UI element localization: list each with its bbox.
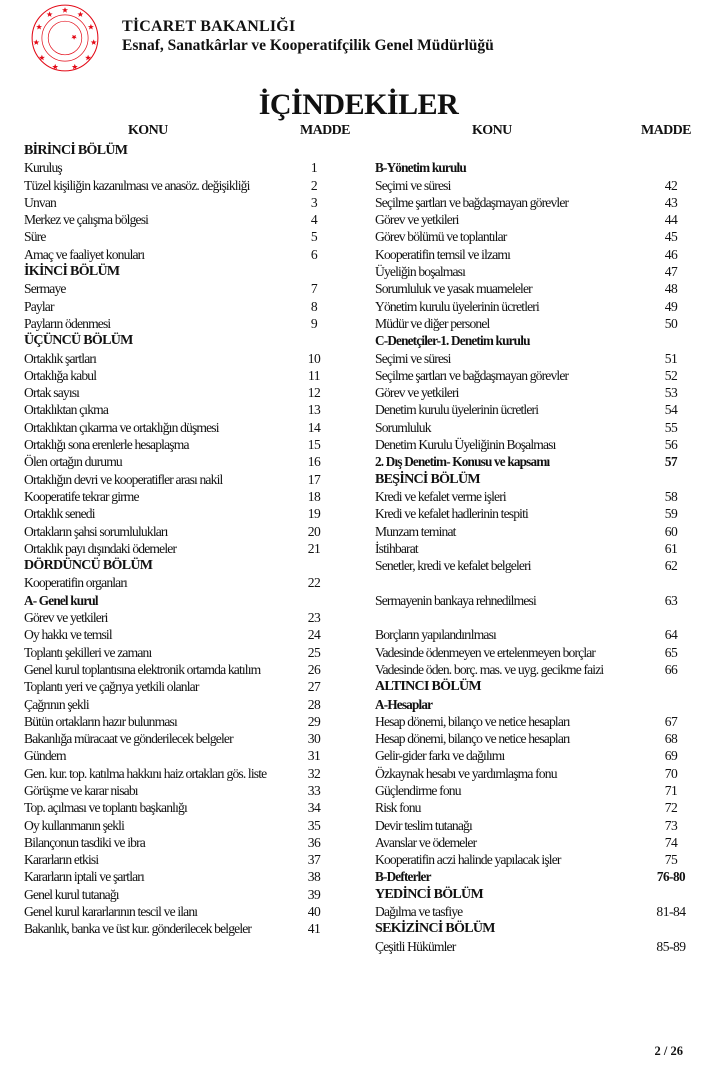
toc-entry-title: Ortaklığın devri ve kooperatifler arası nakil xyxy=(24,471,223,487)
toc-entry-title: 2. Dış Denetim- Konusu ve kapsamı xyxy=(375,454,550,470)
toc-entry-title: Devir teslim tutanağı xyxy=(375,817,472,833)
toc-entry-article-number: 73 xyxy=(664,817,678,833)
toc-entry[interactable] xyxy=(375,903,705,920)
toc-entry[interactable] xyxy=(24,730,334,747)
toc-entry-article-number: 67 xyxy=(664,713,678,729)
toc-entry[interactable] xyxy=(24,488,334,505)
toc-entry[interactable] xyxy=(24,246,334,263)
toc-entry[interactable] xyxy=(24,315,334,332)
toc-entry-title: Görev ve yetkileri xyxy=(375,385,459,401)
toc-entry-title: Seçimi ve süresi xyxy=(375,177,451,193)
toc-entry[interactable] xyxy=(375,782,705,799)
toc-entry-title: Ortaklıktan çıkma xyxy=(24,402,109,418)
toc-entry[interactable] xyxy=(24,159,334,176)
toc-entry-title: C-Denetçiler-1. Denetim kurulu xyxy=(375,333,530,349)
toc-entry-article-number: 33 xyxy=(307,782,321,798)
toc-entry-article-number: 41 xyxy=(307,921,321,937)
left-article-header: MADDE xyxy=(300,123,350,138)
toc-entry-title: DÖRDÜNCÜ BÖLÜM xyxy=(24,558,153,574)
toc-entry-article-number: 58 xyxy=(664,488,678,504)
toc-entry-article-number: 81-84 xyxy=(656,904,686,920)
toc-entry-article-number: 4 xyxy=(310,212,318,228)
toc-section-heading[interactable] xyxy=(24,142,334,159)
toc-entry[interactable] xyxy=(375,661,705,678)
toc-entry[interactable] xyxy=(24,696,334,713)
toc-entry-article-number: 1 xyxy=(310,160,318,176)
toc-entry-title: Seçimi ve süresi xyxy=(375,350,451,366)
toc-entry-title: Ortakların şahsi sorumlulukları xyxy=(24,523,168,539)
right-topic-header: KONU xyxy=(472,123,512,138)
toc-entry-article-number: 16 xyxy=(307,454,321,470)
toc-entry-title: Ortaklık payı dışındaki ödemeler xyxy=(24,540,177,556)
left-topic-header: KONU xyxy=(128,123,168,138)
toc-entry-article-number: 35 xyxy=(307,817,321,833)
toc-entry-article-number: 56 xyxy=(664,437,678,453)
toc-entry[interactable] xyxy=(375,851,705,868)
toc-entry-article-number: 21 xyxy=(307,540,321,556)
toc-entry-title: Toplantı yeri ve çağrıya yetkili olanlar xyxy=(24,679,199,695)
toc-entry-article-number: 26 xyxy=(307,661,321,677)
toc-entry-title: Görüşme ve karar nisabı xyxy=(24,782,138,798)
toc-entry-title: ÜÇÜNCÜ BÖLÜM xyxy=(24,333,133,349)
toc-right-column xyxy=(375,142,705,955)
toc-entry[interactable] xyxy=(375,263,705,280)
toc-entry-title: Kooperatifin aczi halinde yapılacak işler xyxy=(375,852,561,868)
toc-entry-title: Kredi ve kefalet hadlerinin tespiti xyxy=(375,506,528,522)
toc-entry-title: Ölen ortağın durumu xyxy=(24,454,122,470)
toc-entry[interactable] xyxy=(24,523,334,540)
toc-entry[interactable] xyxy=(24,765,334,782)
toc-entry-article-number: 42 xyxy=(664,177,678,193)
toc-entry-title: Süre xyxy=(24,229,46,245)
toc-entry-title: Gelir-gider farkı ve dağılımı xyxy=(375,748,505,764)
toc-entry-title: Toplantı şekilleri ve zamanı xyxy=(24,644,152,660)
toc-entry-article-number: 37 xyxy=(307,852,321,868)
toc-entry[interactable] xyxy=(24,367,334,384)
toc-entry[interactable] xyxy=(24,211,334,228)
toc-entry[interactable] xyxy=(24,782,334,799)
toc-entry-title: Gen. kur. top. katılma hakkını haiz ortakları gös. liste xyxy=(24,765,267,781)
toc-entry[interactable] xyxy=(375,817,705,834)
toc-entry-title: Görev ve yetkileri xyxy=(24,610,108,626)
toc-entry-article-number: 49 xyxy=(664,298,678,314)
toc-entry-article-number: 27 xyxy=(307,679,321,695)
toc-entry[interactable] xyxy=(24,540,334,557)
toc-entry-article-number: 51 xyxy=(664,350,678,366)
toc-entry-title: Unvan xyxy=(24,194,56,210)
toc-entry-title: Gündem xyxy=(24,748,66,764)
toc-entry-article-number: 28 xyxy=(307,696,321,712)
toc-entry-title: Çağrının şekli xyxy=(24,696,89,712)
toc-entry-article-number: 18 xyxy=(307,488,321,504)
toc-entry-title: Ortak sayısı xyxy=(24,385,80,401)
toc-entry-title: Merkez ve çalışma bölgesi xyxy=(24,212,149,228)
toc-entry-title: Vadesinde ödenmeyen ve ertelenmeyen borçlar xyxy=(375,644,596,660)
toc-subsection-heading[interactable] xyxy=(375,868,705,885)
toc-entry-article-number: 76-80 xyxy=(656,869,686,885)
toc-entry[interactable] xyxy=(24,505,334,522)
toc-entry[interactable] xyxy=(24,298,334,315)
toc-entry-title: Genel kurul kararlarının tescil ve ilanı xyxy=(24,904,198,920)
toc-entry-article-number: 7 xyxy=(310,281,318,297)
toc-entry-title: Sermaye xyxy=(24,281,66,297)
toc-subsection-heading[interactable] xyxy=(375,159,705,176)
toc-entry-title: Kooperatifin organları xyxy=(24,575,127,591)
toc-entry-title: Kooperatifin temsil ve ilzamı xyxy=(375,246,511,262)
toc-entry-article-number: 2 xyxy=(310,177,318,193)
toc-entry-title: İstihbarat xyxy=(375,540,418,556)
toc-entry-title: Denetim Kurulu Üyeliğinin Boşalması xyxy=(375,437,556,453)
toc-entry-title: Çeşitli Hükümler xyxy=(375,938,456,954)
toc-entry-article-number: 36 xyxy=(307,834,321,850)
document-header xyxy=(0,0,717,80)
toc-entry[interactable] xyxy=(375,436,705,453)
toc-entry[interactable] xyxy=(24,678,334,695)
toc-entry-article-number: 32 xyxy=(307,765,321,781)
toc-entry[interactable] xyxy=(375,401,705,418)
toc-entry-article-number: 85-89 xyxy=(656,938,686,954)
toc-subsection-heading[interactable] xyxy=(375,696,705,713)
toc-entry[interactable] xyxy=(375,713,705,730)
toc-entry-title: Sorumluluk ve yasak muameleler xyxy=(375,281,532,297)
toc-entry-title: Bütün ortakların hazır bulunması xyxy=(24,713,177,729)
toc-spacer xyxy=(375,609,705,626)
toc-entry-article-number: 43 xyxy=(664,194,678,210)
toc-entry[interactable] xyxy=(24,453,334,470)
toc-entry-article-number: 72 xyxy=(664,800,678,816)
toc-entry-article-number: 71 xyxy=(664,782,678,798)
toc-entry-title: Yönetim kurulu üyelerinin ücretleri xyxy=(375,298,539,314)
toc-entry-title: Müdür ve diğer personel xyxy=(375,315,490,331)
toc-entry-article-number: 23 xyxy=(307,610,321,626)
toc-entry-title: B-Yönetim kurulu xyxy=(375,160,466,176)
toc-entry[interactable] xyxy=(375,799,705,816)
toc-entry[interactable] xyxy=(24,713,334,730)
toc-entry-article-number: 10 xyxy=(307,350,321,366)
toc-entry[interactable] xyxy=(375,730,705,747)
toc-entry-title: Denetim kurulu üyelerinin ücretleri xyxy=(375,402,539,418)
toc-entry-title: Avanslar ve ödemeler xyxy=(375,834,477,850)
toc-entry-article-number: 70 xyxy=(664,765,678,781)
toc-entry-title: Üyeliğin boşalması xyxy=(375,264,466,280)
toc-entry-title: Sermayenin bankaya rehnedilmesi xyxy=(375,592,536,608)
toc-entry[interactable] xyxy=(375,384,705,401)
toc-entry-article-number: 30 xyxy=(307,731,321,747)
toc-entry[interactable] xyxy=(375,194,705,211)
toc-entry-title: Paylar xyxy=(24,298,54,314)
toc-entry-article-number: 31 xyxy=(307,748,321,764)
toc-entry-article-number: 22 xyxy=(307,575,321,591)
toc-entry-article-number: 19 xyxy=(307,506,321,522)
right-article-header: MADDE xyxy=(641,123,691,138)
toc-entry-article-number: 39 xyxy=(307,886,321,902)
toc-entry-title: Ortaklık şartları xyxy=(24,350,96,366)
toc-entry[interactable] xyxy=(375,488,705,505)
toc-entry[interactable] xyxy=(375,765,705,782)
toc-entry[interactable] xyxy=(375,834,705,851)
toc-entry[interactable] xyxy=(24,799,334,816)
toc-entry-article-number: 52 xyxy=(664,367,678,383)
toc-entry-title: Bakanlığa müracaat ve gönderilecek belgeler xyxy=(24,731,233,747)
toc-entry-article-number: 47 xyxy=(664,264,678,280)
page-number: 2 / 26 xyxy=(654,1044,683,1058)
toc-entry-title: B-Defterler xyxy=(375,869,431,885)
toc-entry-article-number: 61 xyxy=(664,540,678,556)
toc-entry[interactable] xyxy=(24,920,334,937)
toc-entry[interactable] xyxy=(375,540,705,557)
toc-entry[interactable] xyxy=(375,211,705,228)
toc-entry-title: Bilançonun tasdiki ve ibra xyxy=(24,834,145,850)
toc-entry-title: ALTINCI BÖLÜM xyxy=(375,679,481,695)
toc-entry-title: Kooperatife tekrar girme xyxy=(24,488,139,504)
toc-entry-article-number: 64 xyxy=(664,627,678,643)
toc-entry-article-number: 29 xyxy=(307,713,321,729)
toc-entry[interactable] xyxy=(375,592,705,609)
toc-entry-title: Hesap dönemi, bilanço ve netice hesapları xyxy=(375,731,570,747)
toc-entry[interactable] xyxy=(375,315,705,332)
toc-entry-title: A-Hesaplar xyxy=(375,696,433,712)
toc-entry[interactable] xyxy=(375,298,705,315)
toc-entry-article-number: 45 xyxy=(664,229,678,245)
ministry-seal-icon xyxy=(30,3,100,73)
toc-entry[interactable] xyxy=(24,419,334,436)
toc-entry-title: Kuruluş xyxy=(24,160,62,176)
toc-entry[interactable] xyxy=(24,903,334,920)
toc-entry-title: Amaç ve faaliyet konuları xyxy=(24,246,145,262)
toc-subsection-heading[interactable] xyxy=(375,332,705,349)
toc-section-heading[interactable] xyxy=(375,678,705,695)
page-title: İÇİNDEKİLER xyxy=(258,88,459,121)
toc-entry-article-number: 63 xyxy=(664,592,678,608)
toc-entry-article-number: 57 xyxy=(664,454,678,470)
toc-entry-title: Sorumluluk xyxy=(375,419,431,435)
toc-entry[interactable] xyxy=(24,661,334,678)
toc-entry-article-number: 9 xyxy=(310,315,318,331)
toc-entry-title: BEŞİNCİ BÖLÜM xyxy=(375,471,480,487)
toc-entry[interactable] xyxy=(24,436,334,453)
toc-left-column xyxy=(24,142,334,938)
toc-entry[interactable] xyxy=(24,817,334,834)
toc-entry-title: Oy hakkı ve temsil xyxy=(24,627,112,643)
toc-entry-article-number: 40 xyxy=(307,904,321,920)
toc-spacer xyxy=(375,142,705,159)
toc-entry-title: İKİNCİ BÖLÜM xyxy=(24,264,120,280)
toc-entry-article-number: 55 xyxy=(664,419,678,435)
toc-entry[interactable] xyxy=(24,609,334,626)
toc-entry-title: Top. açılması ve toplantı başkanlığı xyxy=(24,800,187,816)
toc-entry[interactable] xyxy=(24,228,334,245)
toc-section-heading[interactable] xyxy=(375,920,705,937)
toc-entry-title: Vadesinde öden. borç. mas. ve uyg. gecikme faizi xyxy=(375,661,604,677)
toc-entry-title: Hesap dönemi, bilanço ve netice hesapları xyxy=(375,713,570,729)
toc-entry-article-number: 17 xyxy=(307,471,321,487)
toc-entry-title: Ortaklık senedi xyxy=(24,506,95,522)
toc-entry-article-number: 34 xyxy=(307,800,321,816)
toc-entry-article-number: 8 xyxy=(310,298,318,314)
toc-entry-article-number: 75 xyxy=(664,852,678,868)
toc-section-heading[interactable] xyxy=(24,557,334,574)
toc-entry[interactable] xyxy=(24,280,334,297)
toc-entry-article-number: 46 xyxy=(664,246,678,262)
toc-entry-article-number: 53 xyxy=(664,385,678,401)
toc-entry[interactable] xyxy=(24,574,334,591)
toc-entry-title: Dağılma ve tasfiye xyxy=(375,904,463,920)
toc-entry-article-number: 44 xyxy=(664,212,678,228)
toc-entry[interactable] xyxy=(24,384,334,401)
toc-entry-article-number: 68 xyxy=(664,731,678,747)
toc-entry-title: Genel kurul tutanağı xyxy=(24,886,119,902)
toc-entry-article-number: 20 xyxy=(307,523,321,539)
toc-entry-title: Senetler, kredi ve kefalet belgeleri xyxy=(375,558,531,574)
toc-entry-article-number: 50 xyxy=(664,315,678,331)
toc-entry[interactable] xyxy=(24,886,334,903)
toc-entry-article-number: 69 xyxy=(664,748,678,764)
toc-entry-title: Bakanlık, banka ve üst kur. gönderilecek belgeler xyxy=(24,921,252,937)
toc-entry[interactable] xyxy=(24,644,334,661)
toc-entry[interactable] xyxy=(375,350,705,367)
toc-spacer xyxy=(375,574,705,591)
toc-entry-title: Genel kurul toplantısına elektronik ortamda katılım xyxy=(24,661,261,677)
toc-entry[interactable] xyxy=(24,471,334,488)
toc-entry[interactable] xyxy=(375,523,705,540)
toc-entry-article-number: 24 xyxy=(307,627,321,643)
toc-entry[interactable] xyxy=(375,626,705,643)
toc-entry[interactable] xyxy=(375,419,705,436)
toc-entry-title: Seçilme şartları ve bağdaşmayan görevler xyxy=(375,194,569,210)
toc-section-heading[interactable] xyxy=(375,471,705,488)
toc-entry-title: YEDİNCİ BÖLÜM xyxy=(375,886,483,902)
toc-entry[interactable] xyxy=(24,350,334,367)
toc-entry[interactable] xyxy=(24,851,334,868)
toc-entry-title: Özkaynak hesabı ve yardımlaşma fonu xyxy=(375,765,557,781)
toc-entry-title: Kredi ve kefalet verme işleri xyxy=(375,488,506,504)
toc-entry[interactable] xyxy=(24,177,334,194)
toc-subsection-heading[interactable] xyxy=(24,592,334,609)
toc-entry-article-number: 12 xyxy=(307,385,321,401)
toc-entry[interactable] xyxy=(375,177,705,194)
toc-entry[interactable] xyxy=(24,194,334,211)
toc-entry[interactable] xyxy=(375,280,705,297)
toc-entry[interactable] xyxy=(24,747,334,764)
toc-entry[interactable] xyxy=(375,938,705,955)
toc-entry[interactable] xyxy=(24,868,334,885)
toc-entry-title: A- Genel kurul xyxy=(24,592,98,608)
toc-entry-article-number: 62 xyxy=(664,558,678,574)
toc-entry[interactable] xyxy=(375,747,705,764)
toc-section-heading[interactable] xyxy=(24,332,334,349)
toc-entry[interactable] xyxy=(375,228,705,245)
toc-entry-article-number: 5 xyxy=(310,229,318,245)
toc-entry-title: BİRİNCİ BÖLÜM xyxy=(24,143,128,158)
toc-subsection-heading[interactable] xyxy=(375,453,705,470)
toc-entry-article-number: 13 xyxy=(307,402,321,418)
toc-entry[interactable] xyxy=(24,401,334,418)
toc-entry[interactable] xyxy=(375,644,705,661)
toc-entry[interactable] xyxy=(375,505,705,522)
toc-section-heading[interactable] xyxy=(24,263,334,280)
toc-entry-title: Güçlendirme fonu xyxy=(375,782,461,798)
toc-entry-title: Risk fonu xyxy=(375,800,421,816)
toc-entry-article-number: 14 xyxy=(307,419,321,435)
toc-entry[interactable] xyxy=(375,246,705,263)
toc-entry-title: Oy kullanmanın şekli xyxy=(24,817,125,833)
ministry-name: TİCARET BAKANLIĞI xyxy=(122,18,296,35)
toc-entry[interactable] xyxy=(24,626,334,643)
toc-entry-title: Munzam teminat xyxy=(375,523,456,539)
toc-entry-title: Ortaklıktan çıkarma ve ortaklığın düşmesi xyxy=(24,419,219,435)
toc-entry[interactable] xyxy=(375,557,705,574)
toc-entry-article-number: 11 xyxy=(307,367,321,383)
toc-entry-article-number: 6 xyxy=(310,246,318,262)
toc-entry-title: Borçların yapılandırılması xyxy=(375,627,496,643)
toc-entry-title: Tüzel kişiliğin kazanılması ve anasöz. değişikliği xyxy=(24,177,250,193)
toc-entry-article-number: 15 xyxy=(307,437,321,453)
toc-entry-title: Ortaklığa kabul xyxy=(24,367,97,383)
toc-entry-title: Görev ve yetkileri xyxy=(375,212,459,228)
toc-entry-article-number: 74 xyxy=(664,834,678,850)
toc-entry-article-number: 66 xyxy=(664,661,678,677)
toc-entry-article-number: 25 xyxy=(307,644,321,660)
toc-entry-article-number: 60 xyxy=(664,523,678,539)
toc-entry-article-number: 54 xyxy=(664,402,678,418)
directorate-name: Esnaf, Sanatkârlar ve Kooperatifçilik Genel Müdürlüğü xyxy=(122,37,494,54)
toc-entry-title: Görev bölümü ve toplantılar xyxy=(375,229,507,245)
toc-entry[interactable] xyxy=(24,834,334,851)
toc-entry-article-number: 65 xyxy=(664,644,678,660)
toc-entry-title: Kararların etkisi xyxy=(24,852,99,868)
toc-section-heading[interactable] xyxy=(375,886,705,903)
toc-entry-article-number: 3 xyxy=(310,194,318,210)
toc-entry-article-number: 38 xyxy=(307,869,321,885)
toc-entry-title: SEKİZİNCİ BÖLÜM xyxy=(375,921,495,937)
toc-entry-title: Kararların iptali ve şartları xyxy=(24,869,144,885)
toc-entry[interactable] xyxy=(375,367,705,384)
toc-entry-title: Seçilme şartları ve bağdaşmayan görevler xyxy=(375,367,569,383)
toc-entry-title: Payların ödenmesi xyxy=(24,315,111,331)
toc-entry-article-number: 59 xyxy=(664,506,678,522)
toc-entry-title: Ortaklığı sona erenlerle hesaplaşma xyxy=(24,437,189,453)
toc-entry-article-number: 48 xyxy=(664,281,678,297)
